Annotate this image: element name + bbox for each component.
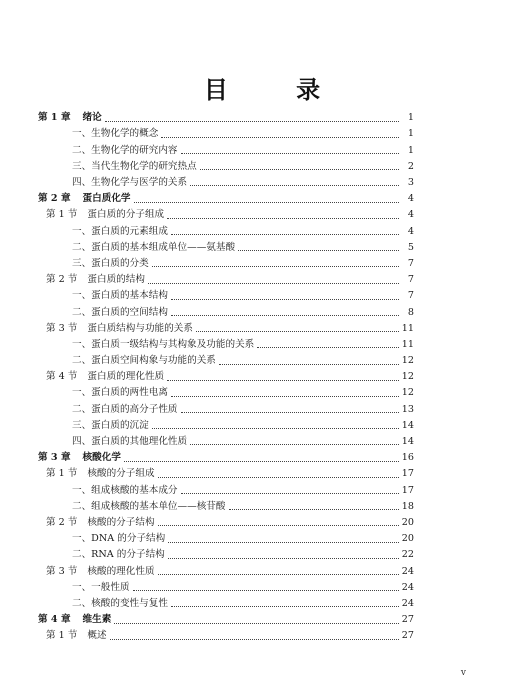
- dot-leader: [181, 411, 399, 413]
- dot-leader: [171, 395, 399, 397]
- toc-section-entry[interactable]: [38, 207, 414, 223]
- section-number: 第 2 节: [46, 516, 78, 528]
- toc-section-entry[interactable]: [38, 466, 414, 482]
- toc-entry-text: 维生素: [82, 614, 112, 626]
- toc-entry-label: [72, 599, 168, 609]
- dot-leader: [168, 557, 399, 559]
- toc-subsection-entry[interactable]: [38, 434, 414, 450]
- toc-section-entry[interactable]: [38, 515, 414, 531]
- dot-leader: [158, 476, 399, 478]
- toc-page-number: 24: [401, 581, 414, 593]
- page-number: v: [460, 668, 466, 678]
- page-title: 目 录: [203, 75, 351, 104]
- toc-entry-label: [46, 210, 164, 220]
- toc-entry-text: 三、蛋白质的分类: [72, 257, 149, 269]
- toc-section-entry[interactable]: [38, 369, 414, 385]
- section-number: 第 3 节: [46, 565, 78, 577]
- section-number: 第 1 节: [46, 209, 78, 221]
- toc-entry-label: [72, 243, 235, 253]
- toc-subsection-entry[interactable]: [38, 256, 414, 272]
- toc-entry-text: 核酸的分子组成: [87, 468, 155, 480]
- toc-entry-label: [72, 291, 168, 301]
- toc-entry-label: [46, 567, 155, 577]
- toc-subsection-entry[interactable]: [38, 579, 414, 595]
- toc-subsection-entry[interactable]: [38, 401, 414, 417]
- dot-leader: [158, 573, 399, 575]
- toc-subsection-entry[interactable]: [38, 418, 414, 434]
- toc-entry-text: 二、核酸的变性与复性: [72, 597, 168, 609]
- toc-page-number: 8: [407, 306, 414, 318]
- dot-leader: [190, 443, 399, 445]
- toc-page-number: 1: [407, 112, 414, 124]
- toc-page-number: 16: [401, 452, 414, 464]
- toc-entry-text: 二、蛋白质空间构象与功能的关系: [72, 355, 216, 367]
- toc-page-number: 7: [407, 257, 414, 269]
- toc-subsection-entry[interactable]: [38, 547, 414, 563]
- toc-entry-label: [72, 421, 149, 431]
- toc-section-entry[interactable]: [38, 628, 414, 644]
- toc-entry-text: 三、蛋白质的沉淀: [72, 419, 149, 431]
- toc-chapter-entry[interactable]: [38, 612, 414, 628]
- toc-entry-text: 四、蛋白质的其他理化性质: [72, 436, 188, 448]
- toc-page-number: 4: [407, 209, 414, 221]
- toc-entry-label: [72, 129, 158, 139]
- toc-page-number: 1: [407, 128, 414, 140]
- toc-entry-label: [72, 146, 178, 156]
- toc-page-number: 11: [401, 322, 414, 334]
- toc-subsection-entry[interactable]: [38, 482, 414, 498]
- dot-leader: [190, 184, 399, 186]
- toc-entry-label: [72, 259, 149, 269]
- toc-page-number: 27: [401, 630, 414, 642]
- toc-entry-label: [72, 486, 178, 496]
- chapter-number: 第 4 章: [38, 614, 71, 626]
- toc-page-number: 1: [407, 144, 414, 156]
- dot-leader: [171, 298, 399, 300]
- dot-leader: [110, 638, 399, 640]
- toc-page-number: 7: [407, 290, 414, 302]
- toc-entry-label: [72, 388, 168, 398]
- chapter-number: 第 2 章: [38, 193, 71, 205]
- dot-leader: [171, 314, 399, 316]
- dot-leader: [200, 168, 399, 170]
- toc-entry-label: [72, 162, 197, 172]
- toc-entry-text: 二、蛋白质的基本组成单位——氨基酸: [72, 241, 236, 253]
- toc-entry-label: [72, 502, 226, 512]
- toc-page-number: 14: [401, 419, 414, 431]
- toc-entry-label: [46, 631, 107, 641]
- toc-entry-text: 四、生物化学与医学的关系: [72, 177, 188, 189]
- toc-subsection-entry[interactable]: [38, 353, 414, 369]
- toc-entry-text: 一、蛋白质的两性电离: [72, 387, 168, 399]
- dot-leader: [158, 524, 399, 526]
- toc-entry-label: [38, 615, 111, 625]
- toc-page-number: 27: [401, 614, 414, 626]
- toc-page-number: 20: [401, 516, 414, 528]
- toc-page-number: 13: [401, 403, 414, 415]
- toc-entry-label: [72, 405, 178, 415]
- chapter-number: 第 1 章: [38, 112, 71, 124]
- toc-entry-label: [38, 113, 102, 123]
- toc-entry-label: [72, 356, 216, 366]
- dot-leader: [148, 282, 399, 284]
- toc-entry-text: 一、生物化学的概念: [72, 128, 159, 140]
- dot-leader: [133, 589, 399, 591]
- toc-entry-label: [72, 227, 168, 237]
- toc-entry-text: 一、一般性质: [72, 581, 130, 593]
- section-number: 第 2 节: [46, 274, 78, 286]
- dot-leader: [219, 363, 399, 365]
- toc-entry-text: 核酸化学: [82, 452, 121, 464]
- dot-leader: [161, 136, 399, 138]
- dot-leader: [134, 201, 399, 203]
- toc-page-number: 5: [407, 241, 414, 253]
- toc-section-entry[interactable]: [38, 320, 414, 336]
- toc-subsection-entry[interactable]: [38, 337, 414, 353]
- dot-leader: [105, 120, 399, 122]
- toc-entry-text: 一、DNA 的分子结构: [72, 533, 166, 545]
- toc-entry-label: [46, 275, 145, 285]
- toc-page-number: 18: [401, 500, 414, 512]
- toc-entry-text: 二、组成核酸的基本单位——核苷酸: [72, 500, 226, 512]
- toc-entry-text: 一、蛋白质的基本结构: [72, 290, 168, 302]
- section-number: 第 4 节: [46, 371, 78, 383]
- toc-entry-text: 概述: [87, 630, 107, 642]
- toc-entry-text: 一、组成核酸的基本成分: [72, 484, 178, 496]
- toc-page-number: 24: [401, 597, 414, 609]
- toc-page-number: 12: [401, 387, 414, 399]
- chapter-number: 第 3 章: [38, 452, 71, 464]
- toc-entry-text: 二、生物化学的研究内容: [72, 144, 178, 156]
- dot-leader: [238, 249, 399, 251]
- toc-entry-text: 核酸的分子结构: [87, 516, 155, 528]
- toc-entry-label: [72, 583, 130, 593]
- toc-section-entry[interactable]: [38, 563, 414, 579]
- toc-entry-text: 蛋白质的结构: [87, 274, 145, 286]
- toc-entry-text: 核酸的理化性质: [87, 565, 155, 577]
- toc-entry-text: 二、RNA 的分子结构: [72, 549, 165, 561]
- toc-page-number: 22: [401, 549, 414, 561]
- toc-entry-text: 绪论: [82, 112, 102, 124]
- toc-subsection-entry[interactable]: [38, 596, 414, 612]
- toc-subsection-entry[interactable]: [38, 159, 414, 175]
- dot-leader: [196, 330, 399, 332]
- toc-entry-text: 蛋白质化学: [82, 193, 131, 205]
- toc-entry-text: 一、蛋白质一级结构与其构象及功能的关系: [72, 338, 255, 350]
- toc-page-number: 17: [401, 484, 414, 496]
- toc-entry-label: [72, 437, 187, 447]
- toc-entry-label: [72, 550, 165, 560]
- section-number: 第 1 节: [46, 468, 78, 480]
- toc-entry-text: 二、蛋白质的空间结构: [72, 306, 168, 318]
- toc-section-entry[interactable]: [38, 272, 414, 288]
- toc-subsection-entry[interactable]: [38, 385, 414, 401]
- toc-entry-label: [72, 178, 187, 188]
- dot-leader: [167, 217, 399, 219]
- toc-subsection-entry[interactable]: [38, 142, 414, 158]
- toc-page-number: 2: [407, 160, 414, 172]
- dot-leader: [152, 265, 399, 267]
- toc-chapter-entry[interactable]: [38, 450, 414, 466]
- toc-subsection-entry[interactable]: [38, 288, 414, 304]
- toc-entry-label: [46, 518, 155, 528]
- toc-page-number: 17: [401, 468, 414, 480]
- toc-subsection-entry[interactable]: [38, 304, 414, 320]
- toc-entry-label: [38, 453, 121, 463]
- toc-entry-text: 二、蛋白质的高分子性质: [72, 403, 178, 415]
- toc-entry-text: 蛋白质结构与功能的关系: [87, 322, 193, 334]
- toc-entry-label: [72, 308, 168, 318]
- toc-page-number: 4: [407, 193, 414, 205]
- toc-entry-label: [46, 469, 155, 479]
- dot-leader: [257, 346, 399, 348]
- dot-leader: [171, 233, 399, 235]
- dot-leader: [167, 379, 399, 381]
- toc-entry-text: 蛋白质的分子组成: [87, 209, 165, 221]
- dot-leader: [152, 427, 399, 429]
- table-of-contents: [38, 110, 414, 644]
- dot-leader: [229, 508, 399, 510]
- dot-leader: [181, 492, 399, 494]
- toc-entry-text: 三、当代生物化学的研究热点: [72, 160, 197, 172]
- toc-entry-text: 蛋白质的理化性质: [87, 371, 165, 383]
- toc-subsection-entry[interactable]: [38, 499, 414, 515]
- toc-subsection-entry[interactable]: [38, 126, 414, 142]
- toc-chapter-entry[interactable]: [38, 110, 414, 126]
- toc-page-number: 12: [401, 371, 414, 383]
- toc-entry-label: [72, 340, 254, 350]
- toc-chapter-entry[interactable]: [38, 191, 414, 207]
- dot-leader: [114, 622, 398, 624]
- toc-page-number: 14: [401, 436, 414, 448]
- toc-subsection-entry[interactable]: [38, 531, 414, 547]
- toc-entry-label: [38, 194, 131, 204]
- toc-entry-label: [72, 534, 165, 544]
- toc-page-number: 11: [401, 338, 414, 350]
- dot-leader: [181, 152, 399, 154]
- dot-leader: [124, 460, 399, 462]
- toc-page-number: 4: [407, 225, 414, 237]
- toc-entry-label: [46, 372, 164, 382]
- toc-subsection-entry[interactable]: [38, 240, 414, 256]
- section-number: 第 1 节: [46, 630, 78, 642]
- toc-entry-text: 一、蛋白质的元素组成: [72, 225, 168, 237]
- dot-leader: [171, 605, 399, 607]
- dot-leader: [168, 541, 399, 543]
- toc-subsection-entry[interactable]: [38, 175, 414, 191]
- toc-page-number: 24: [401, 565, 414, 577]
- toc-page-number: 7: [407, 274, 414, 286]
- toc-entry-label: [46, 324, 193, 334]
- toc-subsection-entry[interactable]: [38, 223, 414, 239]
- toc-page-number: 20: [401, 533, 414, 545]
- toc-page-number: 12: [401, 355, 414, 367]
- toc-page-number: 3: [407, 177, 414, 189]
- section-number: 第 3 节: [46, 322, 78, 334]
